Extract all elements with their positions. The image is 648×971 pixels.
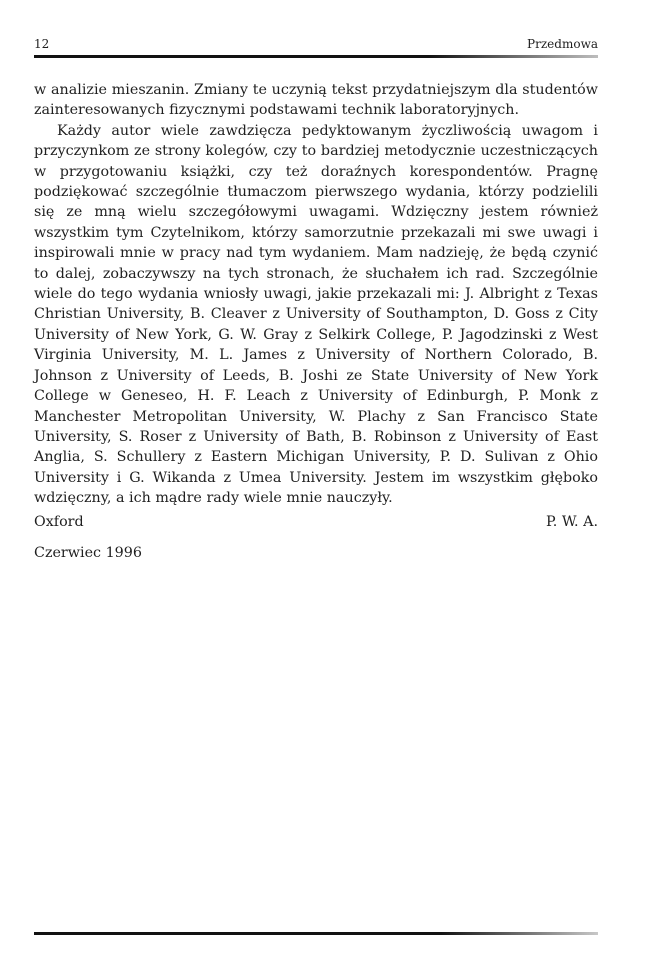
signature-date: Czerwiec 1996	[34, 545, 142, 561]
paragraph-continuation: w analizie mieszanin. Zmiany te uczynią tekst przydatniejszym dla studentów zainteresowanych fizycznymi podstawami technik laboratoryjnych.	[34, 82, 598, 119]
signature-place: Oxford	[34, 514, 84, 530]
running-head	[34, 36, 598, 52]
signature-row	[34, 512, 598, 532]
header-rule	[34, 55, 598, 58]
footer-rule	[34, 932, 598, 935]
author-initials: P. W. A.	[546, 514, 598, 530]
section-title: Przedmowa	[527, 37, 598, 51]
body-text	[34, 80, 598, 509]
page-number: 12	[34, 37, 50, 51]
paragraph-acknowledgements: Każdy autor wiele zawdzięcza pedyktowanym życzliwością uwagom i przyczynkom ze strony kolegów, czy to bardziej metodycznie uczestniczących w przygotowaniu książki, czy też doraźnych korespondentów. Pragnę podziękować szczególnie tłumaczom pierwszego wydania, którzy podzielili się ze mną wielu szczegółowymi uwagami. Wdzięczny jestem również wszystkim tym Czytelnikom, którzy samorzutnie przekazali mi swe uwagi i inspirowali mnie w pracy nad tym wydaniem. Mam nadzieję, że będą czynić to dalej, zobaczywszy na tych stronach, że słuchałem ich rad. Szczególnie wiele do tego wydania wniosły uwagi, jakie przekazali mi: J. Albright z Texas Christian University, B. Cleaver z University of Southampton, D. Goss z City University of New York, G. W. Gray z Selkirk College, P. Jagodzinski z West Virginia University, M. L. James z University of Northern Colorado, B. Johnson z University of Leeds, B. Joshi ze State University of New York College w Geneseo, H. F. Leach z University of Edinburgh, P. Monk z Manchester Metropolitan University, W. Plachy z San Francisco State University, S. Roser z University of Bath, B. Robinson z University of East Anglia, S. Schullery z Eastern Michigan University, P. D. Sulivan z Ohio University i G. Wikanda z Umea University. Jestem im wszystkim głęboko wdzięczny, a ich mądre rady wiele mnie nauczyły.	[34, 122, 598, 507]
